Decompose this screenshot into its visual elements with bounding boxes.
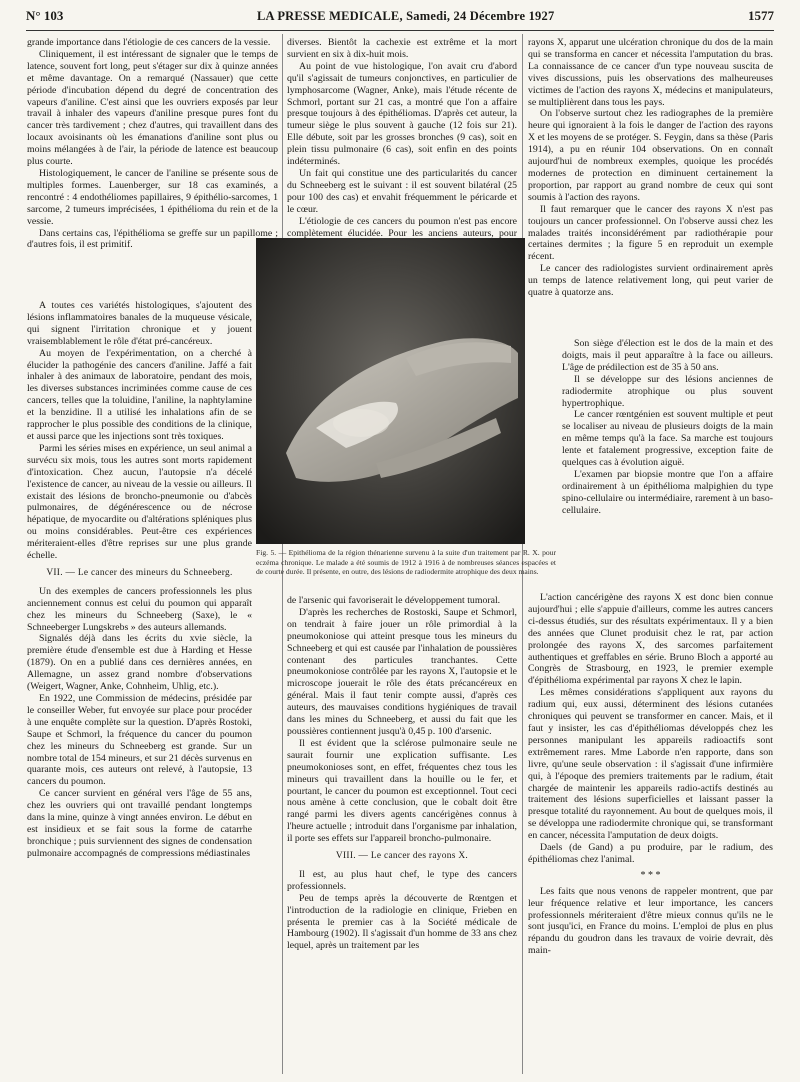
paragraph: Daels (de Gand) a pu produire, par le radium, des épithéliomas chez l'animal. [528,842,773,865]
section-heading-viii: VIII. — Le cancer des rayons X. [335,851,469,862]
paragraph: Au moyen de l'expérimentation, on a cherché à élucider la pathogénie des cancers d'aniline. Jaffé a fait inhaler à des animaux de laboratoire, pendant des mois, les diverses substances incriminées comme cause de ces cancers, telles que la toluidine, l'aniline, la naphtylamine et la benzidine. Il a utilisé les inhalations afin de se rapprocher le plus possible des conditions de la clinique, et aussi parce que les injections sont très toxiques. [27,347,252,442]
section-heading-vii: VII. — Le cancer des mineurs du Schneeberg. [46,567,233,578]
paragraph: On l'observe surtout chez les radiographes de la première heure qui ignoraient à la fois le danger de l'action des rayons X et les moyens de se protéger. S. Feygin, dans sa thèse (Paris 1914), a pu en réunir 104 observations. On en connaît aujourd'hui de nombreux exemples, quoique les procédés modernes de protection en diminuent certainement la proportion, par rapport au grand nombre de ceux qui sont soumis à l'action des rayons. [528,108,773,203]
paragraph: L'action cancérigène des rayons X est donc bien connue aujourd'hui ; elle s'appuie d'ailleurs, comme les autres cancers ci-dessus étudiés, sur des résultats expérimentaux. Il y a bien des années que Clunet produisit chez le rat, par action prolongée des rayons X, des sarcomes parfaitement authentiques et greffables en série. Bruno Bloch a apporté au Congrès de Strasbourg, en 1923, le premier exemple d'épithélioma expérimental par rayons X chez le lapin. [528,592,773,687]
paragraph: Les faits que nous venons de rappeler montrent, que par leur fréquence relative et leur importance, les cancers professionnels mériteraient d'être mieux connus qu'ils ne le sont jusqu'ici, en France du moins. L'emploi de plus en plus répandu du goudron dans les travaux de voirie devrait, dès main- [528,885,773,957]
paragraph: Les mêmes considérations s'appliquent aux rayons du radium qui, eux aussi, déterminent des lésions cutanées chroniques qui peuvent se transformer en cancer. Mais, et il faut y insister, les cas d'épithéliomas développés chez les personnes manipulant les appareils radioactifs sont extrêmement rares. Mme Laborde n'en rapporte, dans son livre, qu'une seule observation : il s'agissait d'une infirmière qui, à l'époque des premiers traitements par le radium, était chargée de maintenir les appareils radio-actifs destinés au traitement des lésions superficielles et laissant passer la presque totalité du rayonnement. Au bout de quelques mois, il se développa une radiodermite chronique qui, se transformant en cancer, nécessita l'amputation de deux doigts. [528,687,773,842]
paragraph: Il se développe sur des lésions anciennes de radiodermite atrophique ou plus souvent hypertrophique. [562,373,773,409]
paragraph: Il est, au plus haut chef, le type des cancers professionnels. [287,868,517,892]
paragraph: Histologiquement, le cancer de l'aniline se présente sous de multiples formes. Lauenberger, sur 18 cas examinés, a rencontré : 4 endothéliomes papillaires, 9 épithélio-sarcomes, 1 sarcome, 2 tumeurs imprécisées, 1 épithélioma du rein et de la vessie. [27,167,278,227]
column-1-wrap [27,300,252,860]
paragraph: En 1922, une Commission de médecins, présidée par le conseiller Weber, fut envoyée sur place pour procéder à une enquête complète sur la question. D'après Rostoki, Saupe et Schmorl, la fréquence du cancer du poumon chez les mineurs du Schneeberg est grande. Sur un nombre total de 154 mineurs, et sur 21 décès survenus en quarante mois, ces auteurs ont relevé, à l'autopsie, 13 cancers du poumon. [27,693,252,788]
paragraph: grande importance dans l'étiologie de ces cancers de la vessie. [27,37,271,48]
figure-caption: Fig. 5. — Epithélioma de la région thénarienne survenu à la suite d'un traitement par R. X. pour eczéma chronique. Le malade a été soumis de 1912 à 1916 à de nombreuses séances espacées et de courte durée. Il présente, en outre, des lésions de radiodermite atrophique des deux mains. [256,548,556,577]
section-separator: * * * [640,869,661,881]
page-number: 1577 [748,8,774,23]
figure-5 [256,238,525,544]
paragraph: A toutes ces variétés histologiques, s'ajoutent des lésions inflammatoires banales de la muqueuse vésicale, qui signent l'irritation chronique et y jouent vraisemblablement le rôle d'état pré-cancéreux. [27,300,252,347]
paragraph: L'examen par biopsie montre que l'on a affaire ordinairement à un épithélioma malpighien du type spino-cellulaire ou intermédiaire, rarement à un baso-cellulaire. [562,468,773,516]
paragraph: Peu de temps après la découverte de Rœntgen et l'introduction de la radiologie en clinique, Frieben en présenta le premier cas à la Société médicale de Hambourg (1902). Il s'agissait d'un homme de 33 ans chez lequel, après un traitement par les [287,892,517,952]
journal-title: LA PRESSE MEDICALE, Samedi, 24 Décembre 1927 [256,9,555,23]
paragraph: Parmi les séries mises en expérience, un seul animal a survécu six mois, tous les autres sont morts rapidement d'intoxication. Chez aucun, l'autopsie n'a décelé l'existence de cancer, au niveau de la vessie ou ailleurs. Il existait des lésions de broncho-pneumonie ou d'abcès pulmonaires, de dégénérescence ou de nécrose hépatique, de myocardite ou d'altérations spléniques plus ou moins considérables. Peut-être ces expériences mériteraient-elles d'être reprises sur une plus grande échelle. [27,442,252,562]
paragraph: Il faut remarquer que le cancer des rayons X n'est pas toujours un cancer professionnel. On l'observe aussi chez les malades traités inconsidérément par radiothérapie pour certaines dermites ; la figure 5 en reproduit un exemple récent. [528,203,773,263]
paragraph: Son siège d'élection est le dos de la main et des doigts, mais il peut apparaître à la face ou ailleurs. L'âge de prédilection est de 35 à 50 ans. [562,338,773,373]
paragraph: de l'arsenic qui favoriserait le développement tumoral. [287,595,501,606]
running-header [26,8,774,31]
column-3-top [528,37,773,299]
paragraph: Il est évident que la sclérose pulmonaire seule ne saurait fournir une explication suffisante. Les pneumokonioses sont, en effet, fréquentes chez tous les mineurs qui travaillent dans la houille ou le fer, et pourtant, le cancer du poumon est exceptionnel. Tout ceci nous amène à cette conclusion, que le cobalt doit être rangé parmi les divers agents cancérigènes connus à l'heure actuelle ; introduit dans l'organisme par inhalation, il porte ses effets sur l'appareil broncho-pulmonaire. [287,737,517,845]
column-1-top [27,37,278,251]
hand-photograph [256,238,525,544]
issue-number: N° 103 [26,8,64,23]
paragraph: Dans certains cas, l'épithélioma se greffe sur un papillome ; d'autres fois, il est primitif. [27,227,278,251]
paragraph: rayons X, apparut une ulcération chronique du dos de la main qui se transforma en cancer et nécessita l'amputation du bras. La connaissance de ce cancer d'un type nouveau suscita de vives discussions, puis les observations des malheureuses victimes de l'action des rayons X, médecins et manipulateurs, se multiplièrent dans tous les pays. [528,37,773,108]
column-2-bottom [287,595,517,952]
paragraph: Le cancer rœntgénien est souvent multiple et peut se localiser au niveau de plusieurs doigts de la main en même temps qu'à la face. Sa marche est toujours lente et fatalement progressive, exception faite de quelques cas à évolution aiguë. [562,409,773,469]
paragraph: L'étiologie de ces cancers du poumon n'est pas encore complètement élucidée. Pour les anciens auteurs, pour [287,215,517,239]
paragraph: Un des exemples de cancers professionnels les plus anciennement connus est celui du poumon qui apparaît chez les mineurs du Schneeberg (Saxe), le « Schneeberger Lungskrebs » des auteurs allemands. [27,585,252,633]
column-3-mid [562,338,773,517]
paragraph: diverses. Bientôt la cachexie est extrême et la mort survient en six à dix-huit mois. [287,37,517,60]
paragraph: Un fait qui constitue une des particularités du cancer du Schneeberg est le suivant : il est souvent bilatéral (25 pour 100 des cas) et envahit fréquemment le péricarde et le cœur. [287,167,517,215]
paragraph: Signalés déjà dans les écrits du xvie siècle, la première étude d'ensemble est due à Harding et Hesse (1879). On en a publié dans ces dernières années, en Allemagne, un assez grand nombre d'observations (Weigert, Wagner, Anke, Cohnheim, Uhlig, etc.). [27,633,252,693]
paragraph: Cliniquement, il est intéressant de signaler que le temps de latence, souvent fort long, peut s'étager sur dix à quinze années et même davantage. On a remarqué (Nassauer) que cette période d'incubation dépend du degré de concentration des vapeurs d'aniline. C'est ainsi que les ouvriers exposés par leur travail à inhaler des vapeurs d'aniline presque pures font du cancer très tardivement ; chez d'autres, qui travaillent dans des locaux avoisinants où les émanations d'aniline sont plus ou moins mélangées à de l'air, la période de latence est beaucoup plus courte. [27,48,278,168]
paragraph: D'après les recherches de Rostoski, Saupe et Schmorl, on tendrait à faire jouer un rôle primordial à la pneumokoniose qui atteint presque tous les mineurs du Schneeberg et qui est causée par l'inhalation de poussières contenant des particules tranchantes. Cette pneumokoniose contrôlée par les rayons X, l'autopsie et le microscope jouerait le rôle des états précancéreux en général. Mais il faut tenir compte aussi, d'après ces auteurs, des mauvaises conditions hygiéniques de travail dans les mines du Schneeberg, et aussi du fait que les poussières contiennent jusqu'à 0,45 p. 100 d'arsenic. [287,606,517,737]
paragraph: Au point de vue histologique, l'on avait cru d'abord qu'il s'agissait de tumeurs conjonctives, en particulier de lymphosarcome (Wagner, Anke), mais l'étude récente de Schmorl, portant sur 21 cas, a montré que l'on a affaire presque toujours à des épithéliomas. D'après cet auteur, la tumeur siège le plus souvent à gauche (12 fois sur 21). Elle débute, soit par les grosses bronches (9 cas), soit en plein tissu pulmonaire (6 cas), soit enfin en des points indéterminés. [287,60,517,168]
column-3-bottom [528,592,773,957]
paragraph: Le cancer des radiologistes survient ordinairement après un temps de latence relativement long, qui peut varier de quatre à quatorze ans. [528,263,773,299]
paragraph: Ce cancer survient en général vers l'âge de 55 ans, chez les ouvriers qui ont travaillé pendant longtemps dans la mine, quinze à vingt années environ. Le début en est insidieux et se fait sous la forme de catarrhe bronchique ; puis surviennent des signes de condensation pulmonaire accompagnés de compressions médiastinales [27,788,252,859]
